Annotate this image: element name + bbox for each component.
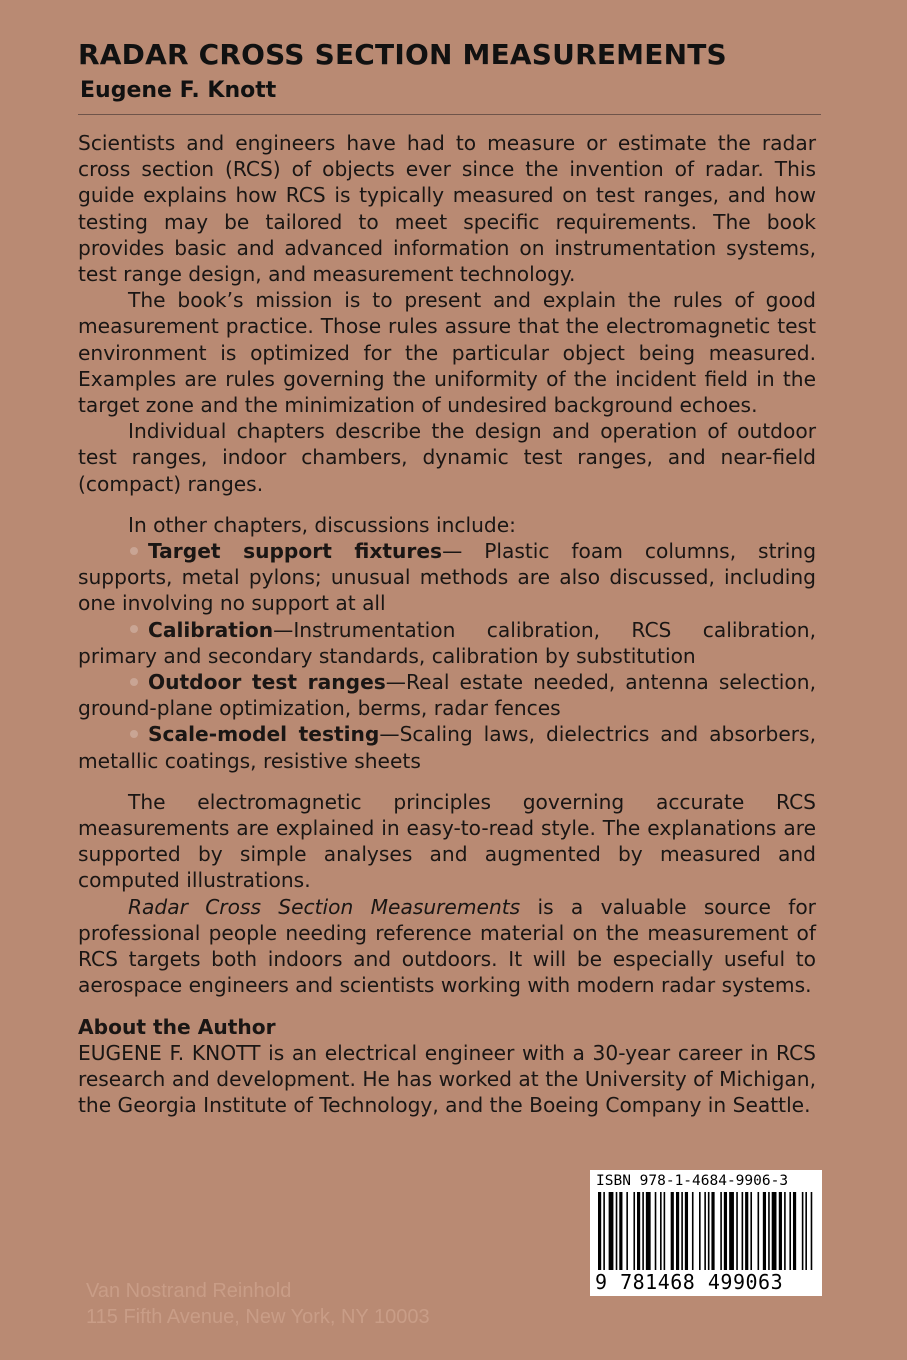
intro-paragraph-2: The book’s mission is to present and explain the rules of good measurement practice. Those rules assure that the electromagnetic test environment is optimized for the particular object being measured. Examples are rules governing the uniformity of the incident field in the target zone and the minimization of undesired background echoes. (78, 288, 816, 418)
barcode-bar (793, 1192, 796, 1270)
barcode-bar (609, 1192, 614, 1270)
barcode-bar (708, 1192, 710, 1270)
barcode-bar (758, 1192, 760, 1270)
bullet-dot-icon (130, 547, 138, 555)
barcode-bar (768, 1192, 770, 1270)
spacer (78, 497, 816, 512)
barcode-bar (671, 1192, 674, 1270)
isbn-label: ISBN 978-1-4684-9906-3 (596, 1173, 789, 1189)
ean-digits: 9 781468 499063 (595, 1270, 784, 1294)
bullet-dot-icon (130, 625, 138, 633)
intro-paragraph-3: Individual chapters describe the design and operation of outdoor test ranges, indoor chambers, dynamic test ranges, and near-field (compact) ranges. (78, 419, 816, 496)
barcode-bar (598, 1192, 601, 1270)
barcode-bar (660, 1192, 662, 1270)
header-divider (78, 114, 821, 115)
book-author: Eugene F. Knott (80, 78, 277, 103)
bullet-dot-icon (130, 678, 138, 686)
closing-paragraph-2 (78, 894, 816, 999)
barcode-bar (655, 1192, 657, 1270)
barcode-bar (742, 1192, 744, 1270)
bullet-heading: Calibration (148, 617, 274, 642)
publisher-address: 115 Fifth Avenue, New York, NY 10003 (86, 1306, 430, 1328)
book-title: RADAR CROSS SECTION MEASUREMENTS (78, 38, 727, 71)
barcode-bar (664, 1192, 666, 1270)
barcode-bar (789, 1192, 791, 1270)
barcode-bar (720, 1192, 722, 1270)
barcode-bar (802, 1192, 804, 1270)
barcode-bar (750, 1192, 752, 1270)
publisher-imprint (86, 1278, 430, 1330)
bullet-text: —Instrumentation calibration, RCS calibration, primary and secondary standards, calibration by substitution (78, 617, 816, 668)
bullet-item (78, 669, 816, 721)
book-title-italic: Radar Cross Section Measurements (128, 894, 521, 919)
barcode-bar (626, 1192, 628, 1270)
bullet-text: —Scaling laws, dielectrics and absorbers, metallic coatings, resistive sheets (78, 722, 816, 773)
barcode-bars-icon (598, 1192, 816, 1270)
bullet-item (78, 617, 816, 669)
barcode-bar (704, 1192, 706, 1270)
barcode-bar (784, 1192, 786, 1270)
about-author-heading: About the Author (78, 1014, 276, 1039)
about-author-text: EUGENE F. KNOTT is an electrical engineer with a 30-year career in RCS research and development. He has worked at the University of Michigan, the Georgia Institute of Technology, and the Boeing Company in Seattle. (78, 1040, 816, 1118)
barcode-bar (724, 1192, 727, 1270)
barcode-bar (772, 1192, 777, 1270)
barcode-bar (676, 1192, 679, 1270)
barcode-bar (811, 1192, 813, 1270)
bullet-heading: Target support fixtures (148, 539, 443, 564)
spacer (78, 999, 816, 1014)
bullet-item (78, 538, 816, 617)
barcode-bar (729, 1192, 734, 1270)
isbn-barcode (590, 1170, 822, 1296)
closing-paragraph-1: The electromagnetic principles governing accurate RCS measurements are explained in easy-to-read style. The explanations are supported by simple analyses and augmented by measured and computed illustrations. (78, 789, 816, 893)
spacer (78, 774, 816, 789)
publisher-name: Van Nostrand Reinhold (86, 1280, 292, 1302)
barcode-bar (692, 1192, 694, 1270)
barcode-bar (805, 1192, 807, 1270)
barcode-bar (699, 1192, 701, 1270)
cover-blurb (78, 130, 816, 1118)
barcode-bar (637, 1192, 640, 1270)
barcode-bar (711, 1192, 714, 1270)
bullet-text: — Plastic foam columns, string supports, metal pylons; unusual methods are also discussed, including one involving no support at all (78, 539, 817, 616)
barcode-bar (619, 1192, 622, 1270)
barcode-bar (736, 1192, 738, 1270)
barcode-bar (763, 1192, 766, 1270)
barcode-bar (646, 1192, 651, 1270)
bullet-item (78, 721, 816, 773)
discussions-lead: In other chapters, discussions include: (128, 512, 516, 537)
bullet-text: —Real estate needed, antenna selection, ground-plane optimization, berms, radar fences (78, 670, 816, 721)
intro-paragraph-1: Scientists and engineers have had to measure or estimate the radar cross section (RCS) of objects ever since the invention of radar. This guide explains how RCS is typically measured on test ranges, and how testing may be tailored to meet specific requirements. The book provides basic and advanced information on instrumentation systems, test range design, and measurement technology. (78, 131, 816, 287)
barcode-bar (685, 1192, 688, 1270)
bullet-heading: Outdoor test ranges (148, 670, 386, 695)
barcode-bar (779, 1192, 782, 1270)
bullet-dot-icon (130, 730, 138, 738)
barcode-bar (642, 1192, 644, 1270)
barcode-bar (616, 1192, 618, 1270)
closing-paragraph-2-text: is a valuable source for professional people needing reference material on the measurement of RCS targets both indoors and outdoors. It will be especially useful to aerospace engineers and scientists working with modern radar systems. (78, 894, 816, 998)
barcode-bar (633, 1192, 635, 1270)
barcode-bar (745, 1192, 748, 1270)
bullet-heading: Scale-model testing (148, 722, 380, 747)
barcode-bar (603, 1192, 605, 1270)
barcode-bar (681, 1192, 683, 1270)
